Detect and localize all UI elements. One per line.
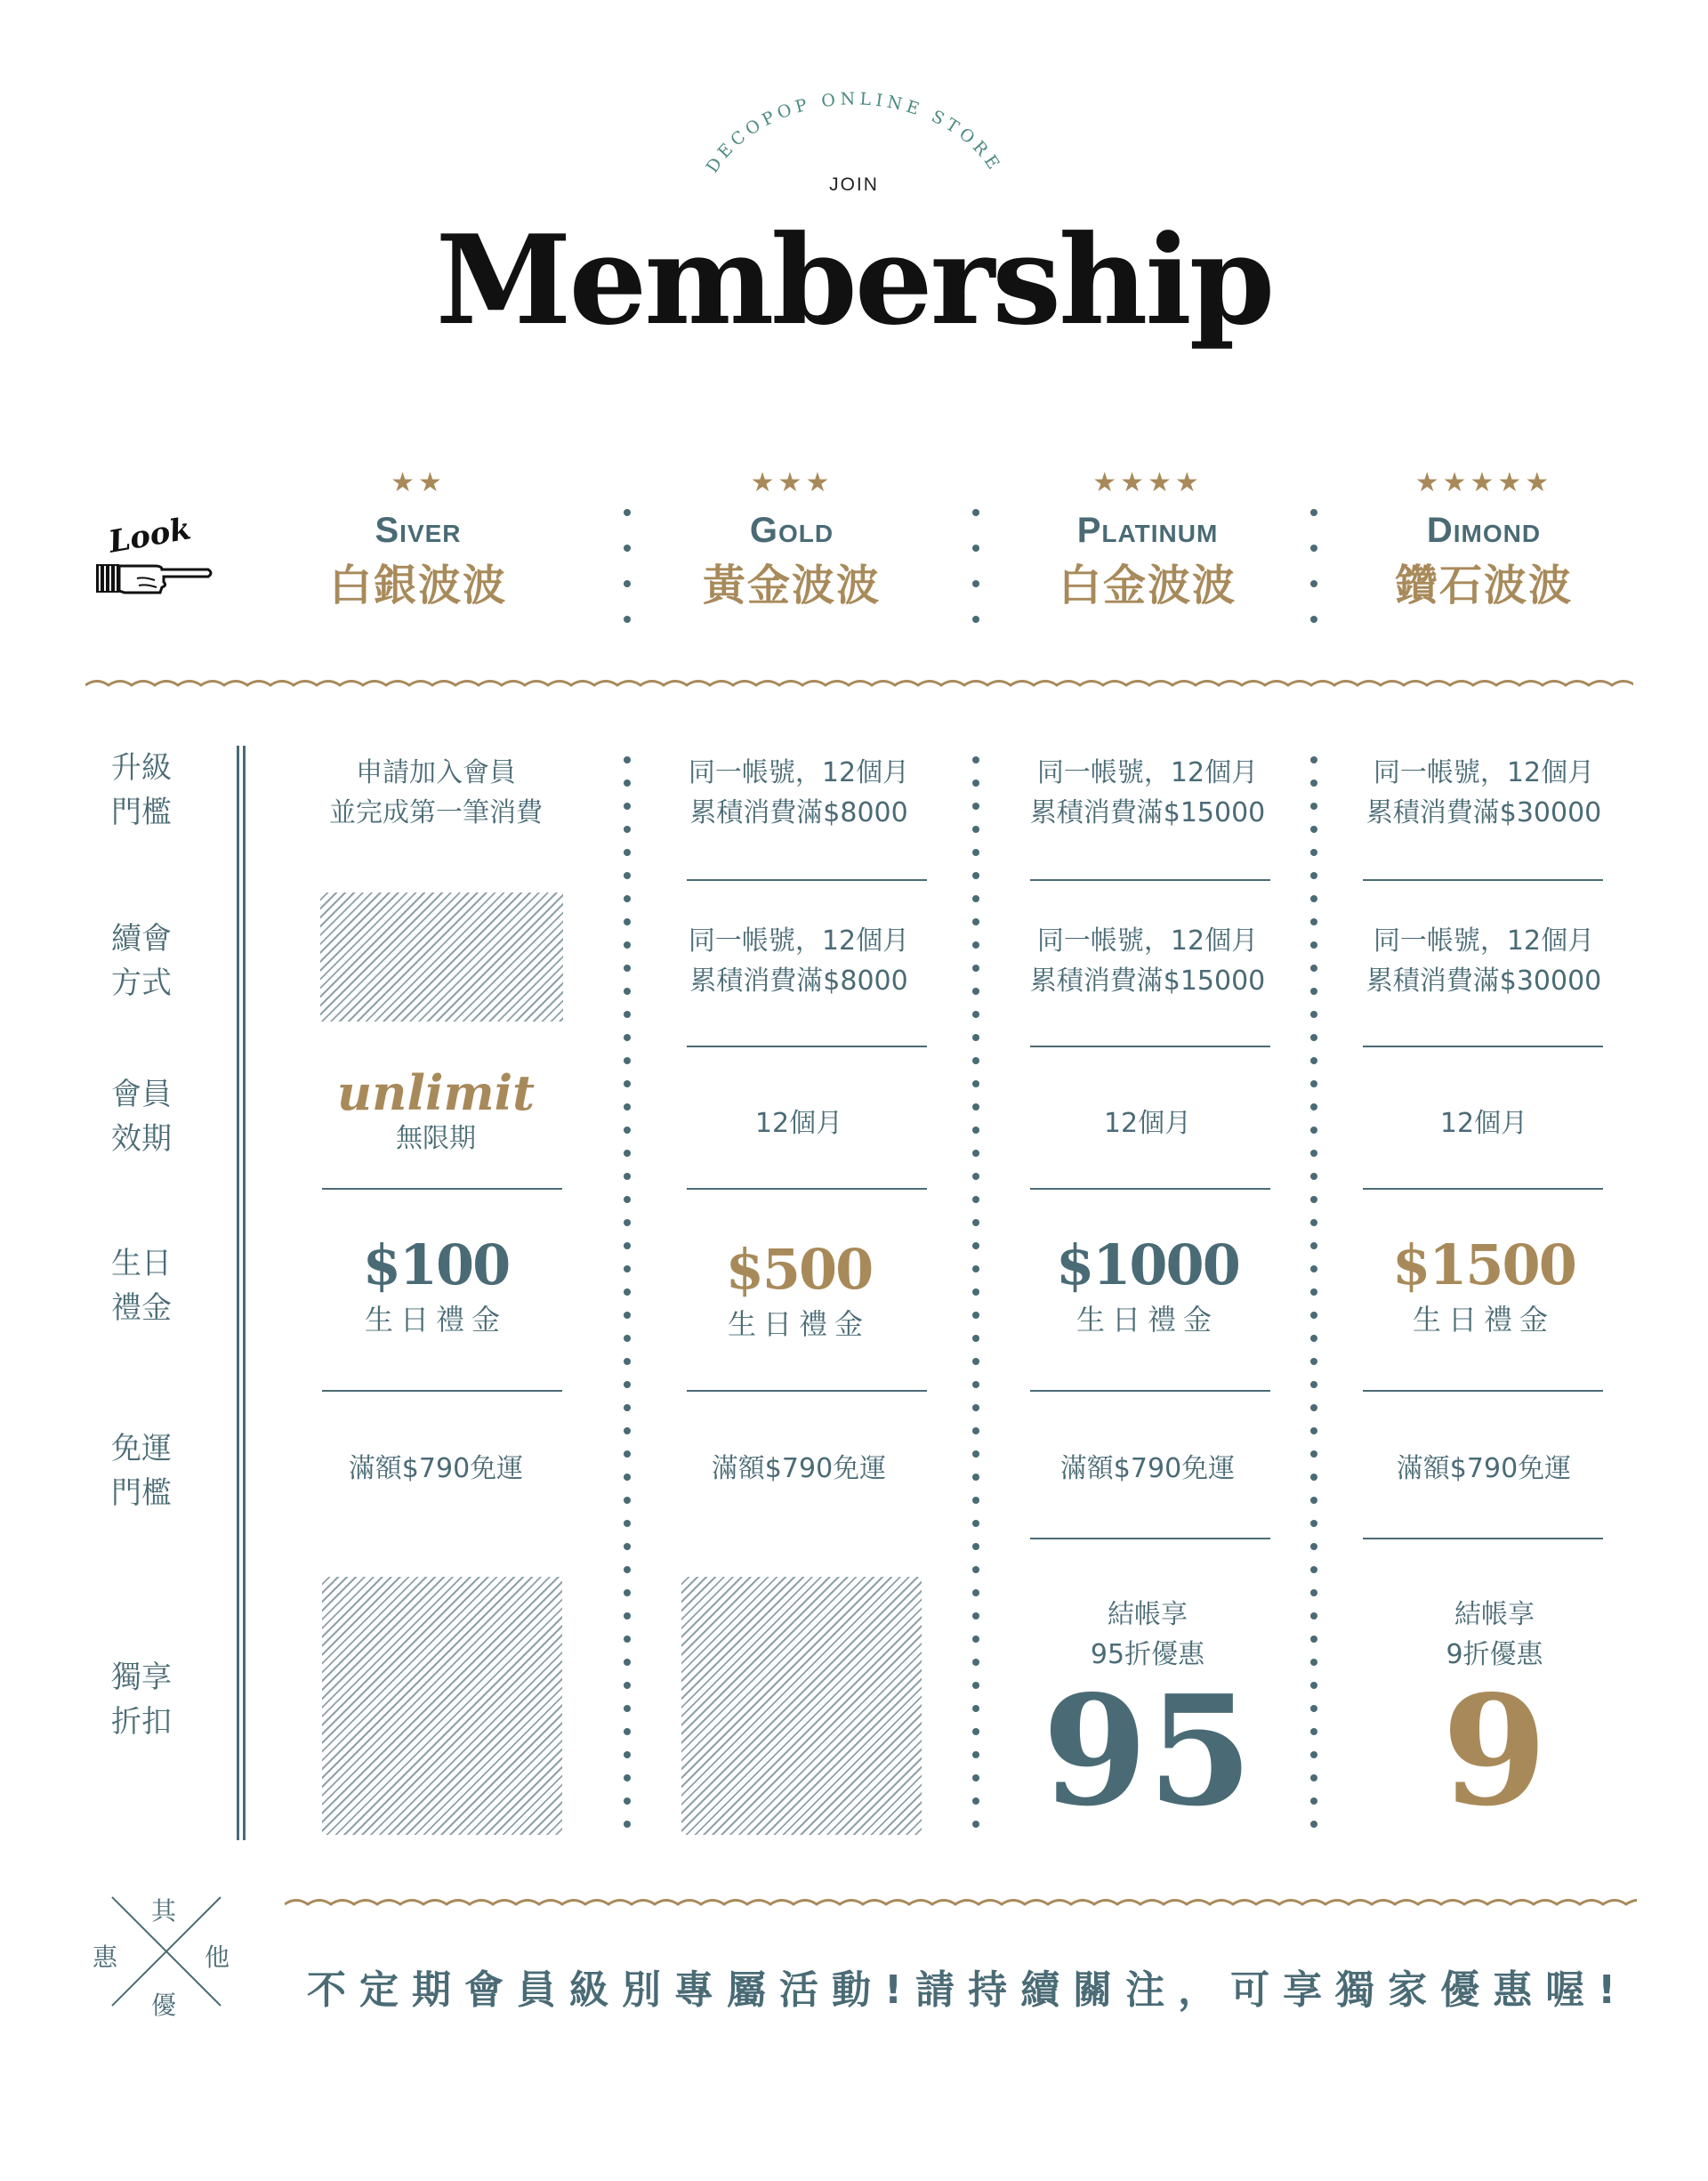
row-divider	[1030, 879, 1270, 881]
birthday-gold-amount: $500	[725, 1237, 873, 1302]
wavy-divider-top	[85, 674, 1633, 696]
corner-char-bottom: 優	[151, 1991, 177, 2020]
row-divider	[1030, 1046, 1270, 1047]
birthday-gold-sub: 生日禮金	[727, 1307, 870, 1341]
upgrade-platinum-line1: 同一帳號，12個月	[1036, 757, 1259, 788]
upgrade-gold-line2: 累積消費滿$8000	[689, 797, 908, 828]
header-dot-separators	[0, 498, 1708, 632]
tier-platinum-stars: ★★★★	[1092, 467, 1203, 498]
renew-diamond-line1: 同一帳號，12個月	[1373, 925, 1595, 957]
tier-silver-en: Siver	[375, 511, 462, 550]
join-label: JOIN	[829, 174, 879, 195]
validity-silver	[302, 1064, 569, 1157]
discount-diamond-big: 9	[1441, 1662, 1548, 1840]
renew-platinum-line2: 累積消費滿$15000	[1029, 965, 1266, 997]
renew-silver-na-hatch	[320, 893, 563, 1022]
row-label-birthday-1: 生日	[111, 1246, 172, 1281]
row-divider	[1363, 1390, 1603, 1392]
upgrade-platinum-line2: 累積消費滿$15000	[1029, 797, 1266, 828]
row-label-upgrade-2: 門檻	[111, 795, 172, 830]
look-label: Look	[106, 511, 194, 561]
row-divider	[1363, 1046, 1603, 1047]
row-divider	[1030, 1188, 1270, 1190]
renew-gold-line2: 累積消費滿$8000	[689, 965, 908, 997]
row-label-shipping-1: 免運	[111, 1431, 172, 1466]
shipping-gold: 滿額$790免運	[711, 1453, 887, 1484]
corner-char-right: 他	[205, 1943, 230, 1972]
row-label-validity-1: 會員	[111, 1077, 172, 1112]
upgrade-platinum	[1014, 753, 1281, 833]
unlimit-zh: 無限期	[396, 1123, 476, 1154]
page-title: Membership	[435, 207, 1273, 352]
tier-diamond-stars: ★★★★★	[1414, 467, 1553, 498]
upgrade-silver-line2: 並完成第一筆消費	[329, 797, 543, 828]
wavy-divider-bottom	[285, 1894, 1637, 1915]
tier-platinum-en: Platinum	[1076, 511, 1219, 550]
row-divider	[687, 879, 927, 881]
row-label-renew-2: 方式	[111, 965, 172, 1001]
row-label-discount-2: 折扣	[111, 1704, 172, 1740]
row-label-renew-1: 續會	[111, 921, 172, 957]
discount-platinum-line2: 95折優惠	[1090, 1639, 1205, 1670]
renew-gold	[665, 921, 932, 1001]
row-divider	[1363, 879, 1603, 881]
discount-gold-na-hatch	[681, 1577, 922, 1835]
row-divider	[687, 1188, 927, 1190]
upgrade-diamond	[1350, 753, 1617, 833]
birthday-silver	[302, 1232, 569, 1338]
tier-silver-zh: 白銀波波	[328, 561, 507, 610]
renew-platinum-line1: 同一帳號，12個月	[1036, 925, 1259, 957]
renew-diamond-line2: 累積消費滿$30000	[1366, 965, 1602, 997]
row-divider	[687, 1046, 927, 1047]
birthday-platinum-sub: 生日禮金	[1076, 1303, 1219, 1337]
row-label-birthday-2: 禮金	[111, 1290, 172, 1326]
birthday-platinum-amount: $1000	[1056, 1232, 1239, 1297]
discount-diamond	[1361, 1595, 1628, 1840]
shipping-silver: 滿額$790免運	[348, 1453, 524, 1484]
validity-platinum: 12個月	[1103, 1108, 1192, 1139]
corner-char-left: 惠	[93, 1943, 118, 1972]
row-divider	[1030, 1538, 1270, 1539]
validity-diamond: 12個月	[1439, 1108, 1528, 1139]
renew-platinum	[1014, 921, 1281, 1001]
shipping-diamond: 滿額$790免運	[1396, 1453, 1572, 1484]
upgrade-diamond-line1: 同一帳號，12個月	[1373, 757, 1595, 788]
row-divider	[322, 1188, 562, 1190]
tier-diamond-zh: 鑽石波波	[1394, 561, 1573, 610]
row-divider	[1363, 1538, 1603, 1539]
upgrade-silver-line1: 申請加入會員	[356, 757, 516, 788]
tier-gold-stars: ★★★	[750, 467, 834, 498]
upgrade-gold	[665, 753, 932, 833]
row-label-validity-2: 效期	[111, 1121, 172, 1157]
tier-gold-zh: 黃金波波	[702, 561, 881, 610]
birthday-gold	[665, 1237, 932, 1343]
row-label-upgrade-1: 升級	[111, 750, 172, 786]
birthday-silver-amount: $100	[362, 1232, 510, 1297]
svg-text:DECOPOP ONLINE STORE	[703, 89, 1006, 176]
tier-platinum-zh: 白金波波	[1058, 561, 1237, 610]
validity-gold: 12個月	[754, 1108, 843, 1139]
birthday-diamond-sub: 生日禮金	[1412, 1303, 1555, 1337]
birthday-platinum	[1014, 1232, 1281, 1338]
tier-diamond-en: Dimond	[1426, 511, 1542, 550]
discount-platinum-line1: 結帳享	[1108, 1599, 1188, 1630]
row-divider	[1030, 1390, 1270, 1392]
birthday-diamond-amount: $1500	[1392, 1232, 1575, 1297]
row-divider	[687, 1390, 927, 1392]
row-label-discount-1: 獨享	[111, 1660, 172, 1695]
tier-gold-en: Gold	[749, 511, 834, 550]
upgrade-diamond-line2: 累積消費滿$30000	[1366, 797, 1602, 828]
corner-char-top: 其	[151, 1896, 177, 1926]
upgrade-silver	[302, 753, 569, 833]
shipping-platinum: 滿額$790免運	[1059, 1453, 1236, 1484]
tier-silver-stars: ★★	[391, 467, 446, 498]
arc-text: DECOPOP ONLINE STORE	[702, 89, 1006, 177]
row-divider	[1363, 1188, 1603, 1190]
discount-diamond-line1: 結帳享	[1454, 1599, 1535, 1630]
discount-diamond-line2: 9折優惠	[1446, 1639, 1543, 1670]
birthday-diamond	[1350, 1232, 1617, 1338]
unlimit-script: unlimit	[336, 1064, 536, 1121]
renew-gold-line1: 同一帳號，12個月	[688, 925, 910, 957]
row-divider	[322, 1390, 562, 1392]
footer-message: 不定期會員級別專屬活動!請持續關注，可享獨家優惠喔!	[307, 1967, 1630, 2013]
row-label-shipping-2: 門檻	[111, 1475, 172, 1511]
birthday-silver-sub: 生日禮金	[364, 1303, 507, 1337]
discount-silver-na-hatch	[322, 1577, 562, 1835]
discount-platinum	[1014, 1595, 1281, 1840]
renew-diamond	[1350, 921, 1617, 1001]
upgrade-gold-line1: 同一帳號，12個月	[688, 757, 910, 788]
discount-platinum-big: 95	[1042, 1662, 1253, 1840]
